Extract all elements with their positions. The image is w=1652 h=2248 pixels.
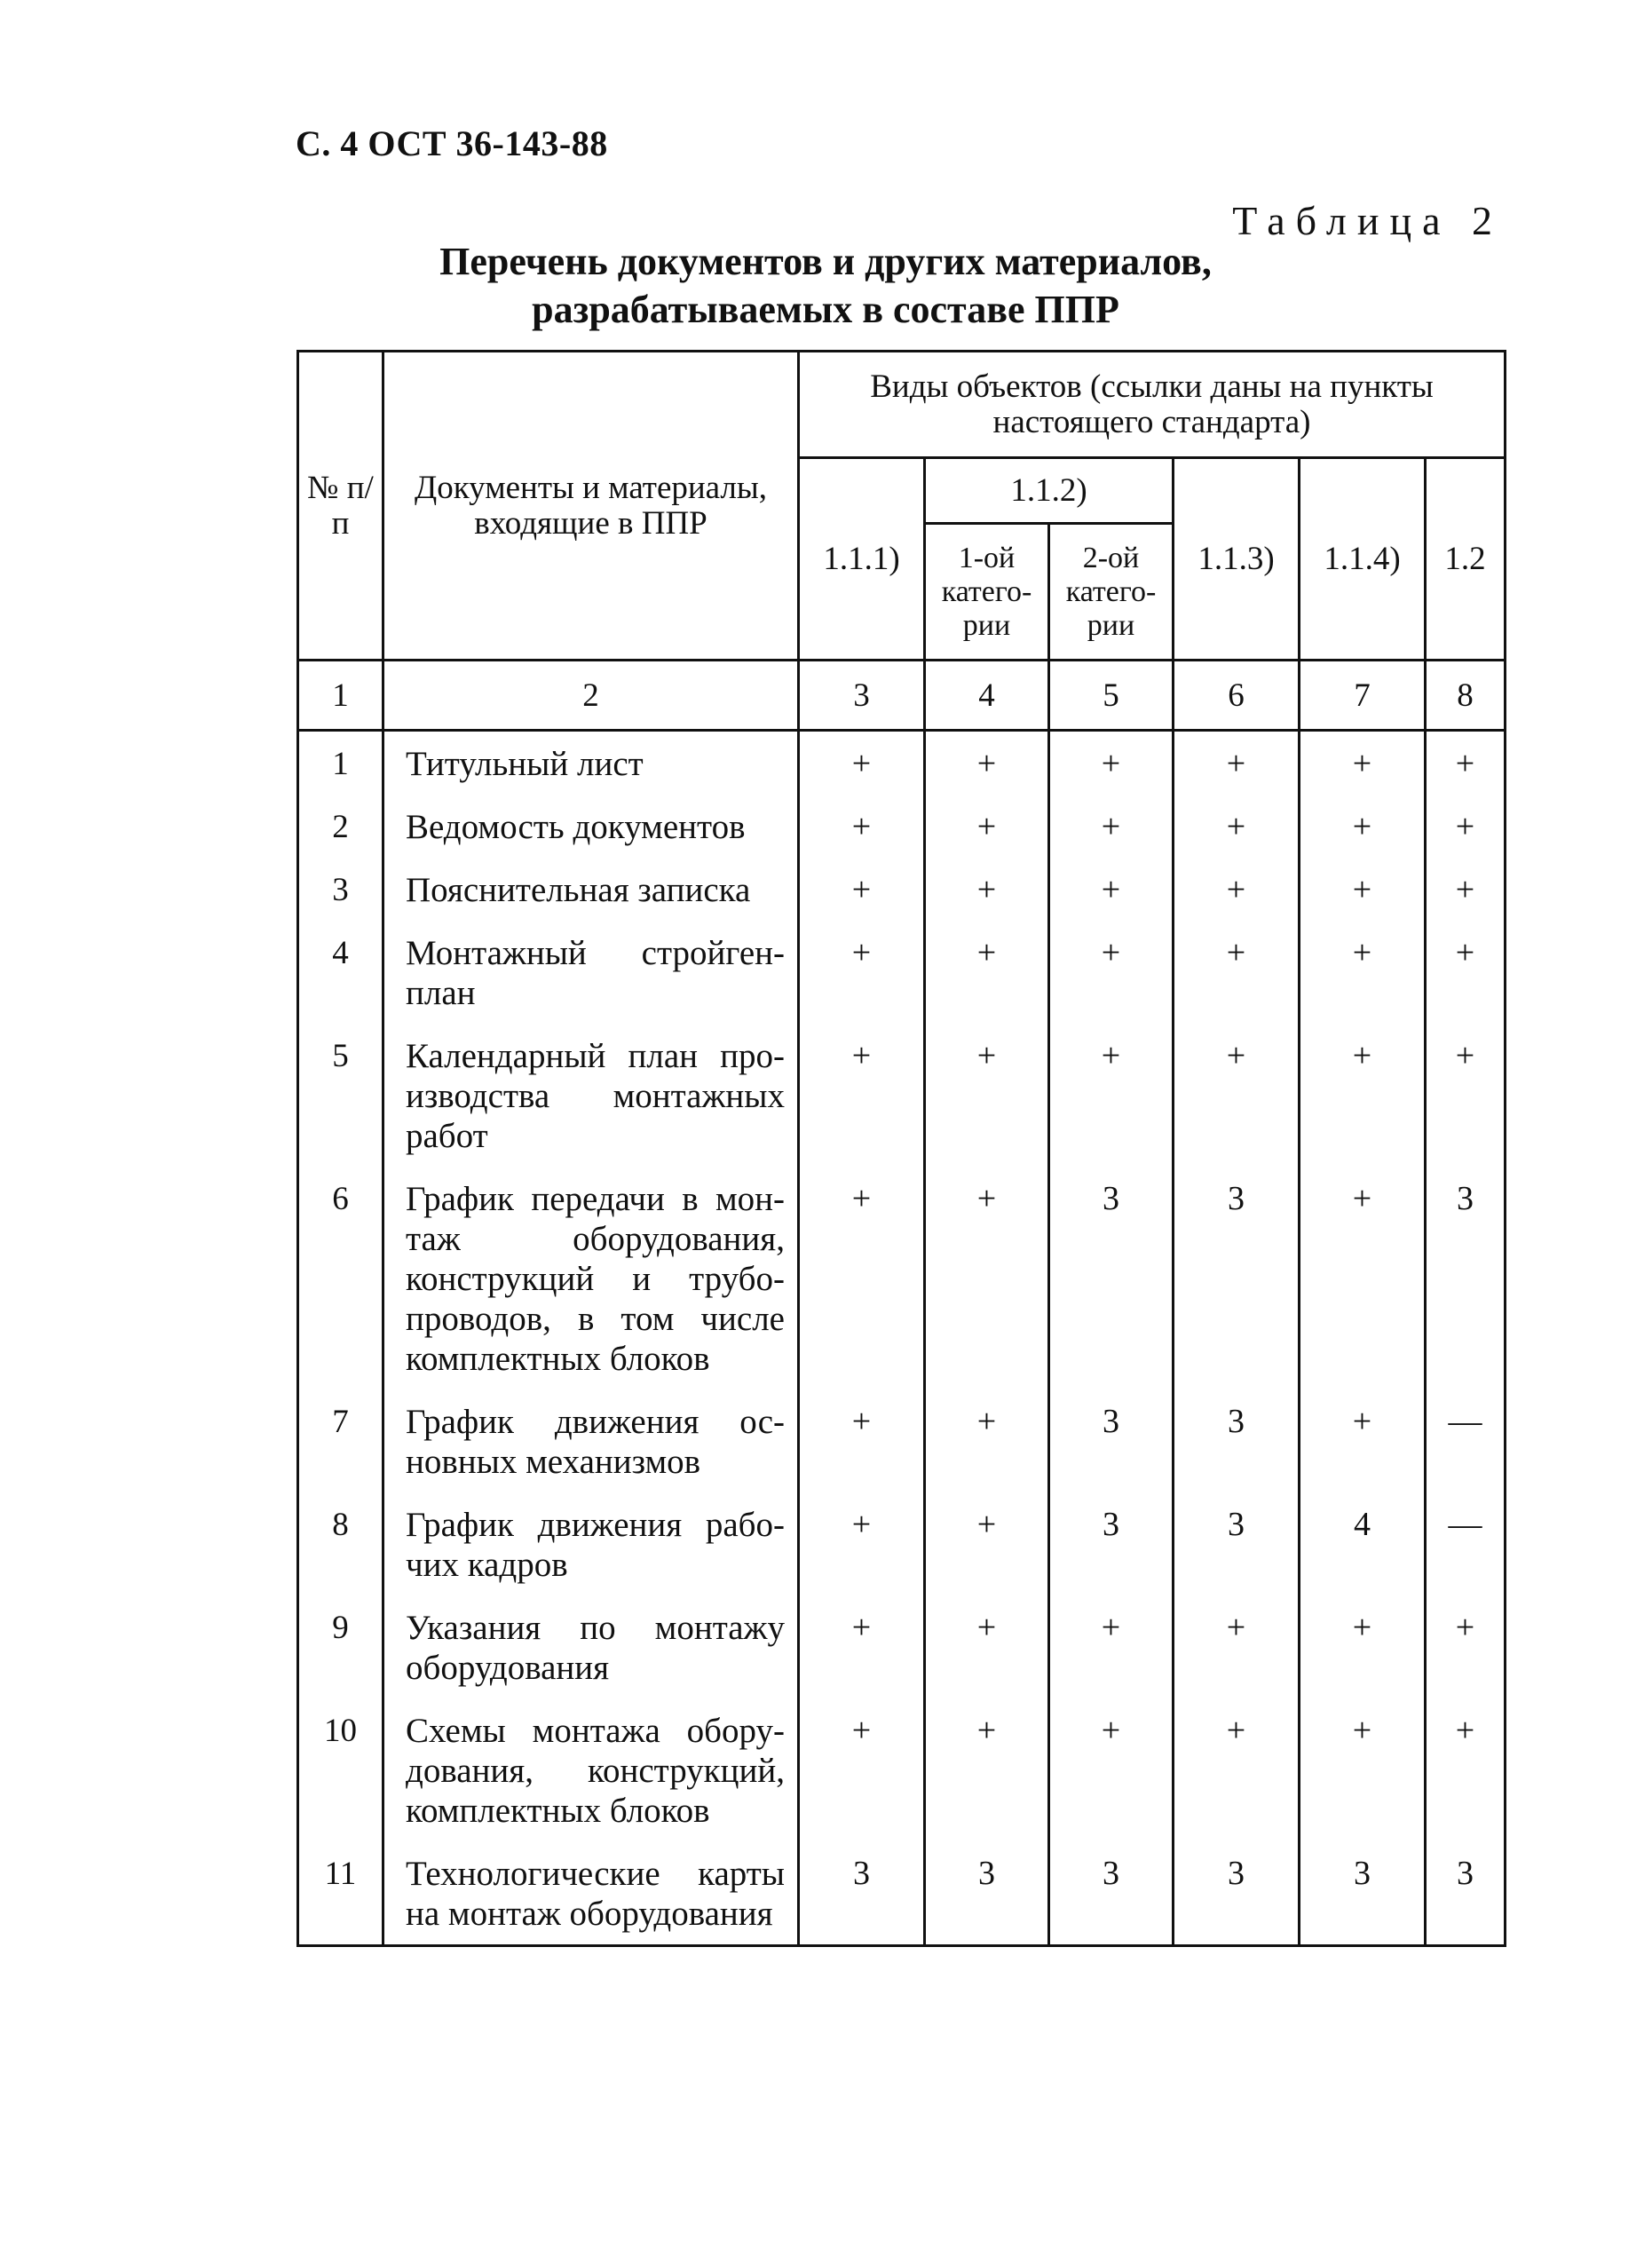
cell-mark: + <box>1049 921 1174 1024</box>
cell-mark: 3 <box>1049 1389 1174 1492</box>
row-number: 4 <box>298 921 383 1024</box>
table-body <box>298 731 1506 1946</box>
row-number: 5 <box>298 1024 383 1167</box>
cell-mark: + <box>799 1389 925 1492</box>
row-number: 3 <box>298 858 383 921</box>
table-title-line-2: разрабатываемых в составе ППР <box>532 288 1119 331</box>
header-num: № п/п <box>298 352 383 661</box>
row-number: 7 <box>298 1389 383 1492</box>
cell-mark: + <box>1426 1698 1506 1841</box>
column-number: 5 <box>1049 661 1174 731</box>
table-row <box>298 921 1506 1024</box>
document-name: Указания по монтажу оборудования <box>383 1595 799 1698</box>
cell-mark: + <box>1049 1698 1174 1841</box>
cell-mark: 3 <box>1049 1492 1174 1595</box>
documents-table <box>296 350 1506 1947</box>
cell-mark: + <box>1174 731 1300 796</box>
column-number: 1 <box>298 661 383 731</box>
document-name: Схемы монтажа обору-дования, конструкций, комплектных блоков <box>383 1698 799 1841</box>
cell-mark: + <box>925 1698 1049 1841</box>
cell-mark: + <box>799 731 925 796</box>
cell-mark: + <box>1300 1389 1426 1492</box>
table-row <box>298 1167 1506 1389</box>
cell-mark: + <box>1300 1698 1426 1841</box>
cell-mark: 4 <box>1300 1492 1426 1595</box>
row-number: 2 <box>298 795 383 858</box>
cell-mark: + <box>799 921 925 1024</box>
document-name: График движения рабо-чих кадров <box>383 1492 799 1595</box>
table-row <box>298 858 1506 921</box>
column-numbers <box>298 661 1506 731</box>
header-col-1-2: 1.2 <box>1426 458 1506 661</box>
cell-mark: + <box>1300 1595 1426 1698</box>
cell-mark: + <box>1426 921 1506 1024</box>
cell-mark: 3 <box>1049 1841 1174 1946</box>
cell-mark: 3 <box>1174 1841 1300 1946</box>
header-col-1-1-4: 1.1.4) <box>1300 458 1426 661</box>
document-name: График движения ос-новных механизмов <box>383 1389 799 1492</box>
document-name: Технологические карты на монтаж оборудования <box>383 1841 799 1946</box>
cell-mark: 3 <box>1426 1167 1506 1389</box>
column-number-row <box>298 661 1506 731</box>
cell-mark: 3 <box>1300 1841 1426 1946</box>
cell-mark: + <box>1049 795 1174 858</box>
table-row <box>298 795 1506 858</box>
cell-mark: + <box>1174 795 1300 858</box>
cell-mark: — <box>1426 1492 1506 1595</box>
table-label: Таблица 2 <box>1232 198 1503 243</box>
document-name: Монтажный стройген-план <box>383 921 799 1024</box>
cell-mark: + <box>1300 795 1426 858</box>
table-title-line-1: Перечень документов и других материалов, <box>439 240 1212 283</box>
header-col-1-1-2: 1.1.2) <box>925 458 1174 524</box>
cell-mark: + <box>925 921 1049 1024</box>
row-number: 8 <box>298 1492 383 1595</box>
cell-mark: + <box>799 858 925 921</box>
cell-mark: + <box>1300 1167 1426 1389</box>
table-row <box>298 1389 1506 1492</box>
cell-mark: + <box>1049 731 1174 796</box>
cell-mark: + <box>1174 921 1300 1024</box>
cell-mark: 3 <box>1174 1389 1300 1492</box>
cell-mark: + <box>1174 1024 1300 1167</box>
table-title <box>293 238 1358 334</box>
cell-mark: + <box>1426 858 1506 921</box>
header-col-1-1-1: 1.1.1) <box>799 458 925 661</box>
header-category-1: 1-ой катего-рии <box>925 524 1049 661</box>
cell-mark: 3 <box>1174 1167 1300 1389</box>
document-name: Титульный лист <box>383 731 799 796</box>
cell-mark: + <box>799 1492 925 1595</box>
cell-mark: + <box>1049 858 1174 921</box>
column-number: 7 <box>1300 661 1426 731</box>
table-row <box>298 731 1506 796</box>
cell-mark: + <box>925 795 1049 858</box>
cell-mark: + <box>925 1492 1049 1595</box>
cell-mark: + <box>799 1167 925 1389</box>
table-row <box>298 1595 1506 1698</box>
column-number: 6 <box>1174 661 1300 731</box>
column-number: 3 <box>799 661 925 731</box>
cell-mark: + <box>1174 1595 1300 1698</box>
cell-mark: 3 <box>1426 1841 1506 1946</box>
page-header: С. 4 ОСТ 36-143-88 <box>296 123 608 163</box>
cell-mark: + <box>925 1389 1049 1492</box>
cell-mark: + <box>1049 1595 1174 1698</box>
column-number: 8 <box>1426 661 1506 731</box>
cell-mark: + <box>925 1024 1049 1167</box>
cell-mark: + <box>1426 1595 1506 1698</box>
cell-mark: + <box>799 1024 925 1167</box>
cell-mark: + <box>1426 795 1506 858</box>
cell-mark: + <box>1174 1698 1300 1841</box>
cell-mark: — <box>1426 1389 1506 1492</box>
row-number: 9 <box>298 1595 383 1698</box>
cell-mark: 3 <box>925 1841 1049 1946</box>
cell-mark: + <box>1426 1024 1506 1167</box>
document-name: Ведомость документов <box>383 795 799 858</box>
cell-mark: + <box>1300 1024 1426 1167</box>
table-row <box>298 1492 1506 1595</box>
cell-mark: + <box>925 731 1049 796</box>
cell-mark: + <box>925 858 1049 921</box>
header-col-1-1-3: 1.1.3) <box>1174 458 1300 661</box>
cell-mark: + <box>799 1595 925 1698</box>
row-number: 10 <box>298 1698 383 1841</box>
cell-mark: + <box>925 1595 1049 1698</box>
cell-mark: + <box>1049 1024 1174 1167</box>
cell-mark: + <box>1174 858 1300 921</box>
table-row <box>298 1024 1506 1167</box>
table-row <box>298 1698 1506 1841</box>
cell-mark: 3 <box>1049 1167 1174 1389</box>
cell-mark: + <box>799 1698 925 1841</box>
table-row <box>298 1841 1506 1946</box>
header-documents: Документы и материалы, входящие в ППР <box>383 352 799 661</box>
table-header <box>298 352 1506 661</box>
column-number: 4 <box>925 661 1049 731</box>
row-number: 11 <box>298 1841 383 1946</box>
row-number: 1 <box>298 731 383 796</box>
cell-mark: + <box>1300 731 1426 796</box>
document-name: Пояснительная записка <box>383 858 799 921</box>
document-name: График передачи в мон-таж оборудования, конструкций и трубо-проводов, в том числе комплектных блоков <box>383 1167 799 1389</box>
row-number: 6 <box>298 1167 383 1389</box>
cell-mark: + <box>1426 731 1506 796</box>
cell-mark: + <box>1300 921 1426 1024</box>
cell-mark: + <box>799 795 925 858</box>
header-category-2: 2-ой катего-рии <box>1049 524 1174 661</box>
document-name: Календарный план про-изводства монтажных работ <box>383 1024 799 1167</box>
column-number: 2 <box>383 661 799 731</box>
cell-mark: 3 <box>1174 1492 1300 1595</box>
cell-mark: + <box>925 1167 1049 1389</box>
cell-mark: + <box>1300 858 1426 921</box>
header-object-types: Виды объектов (ссылки даны на пункты настоящего стандарта) <box>799 352 1506 458</box>
cell-mark: 3 <box>799 1841 925 1946</box>
